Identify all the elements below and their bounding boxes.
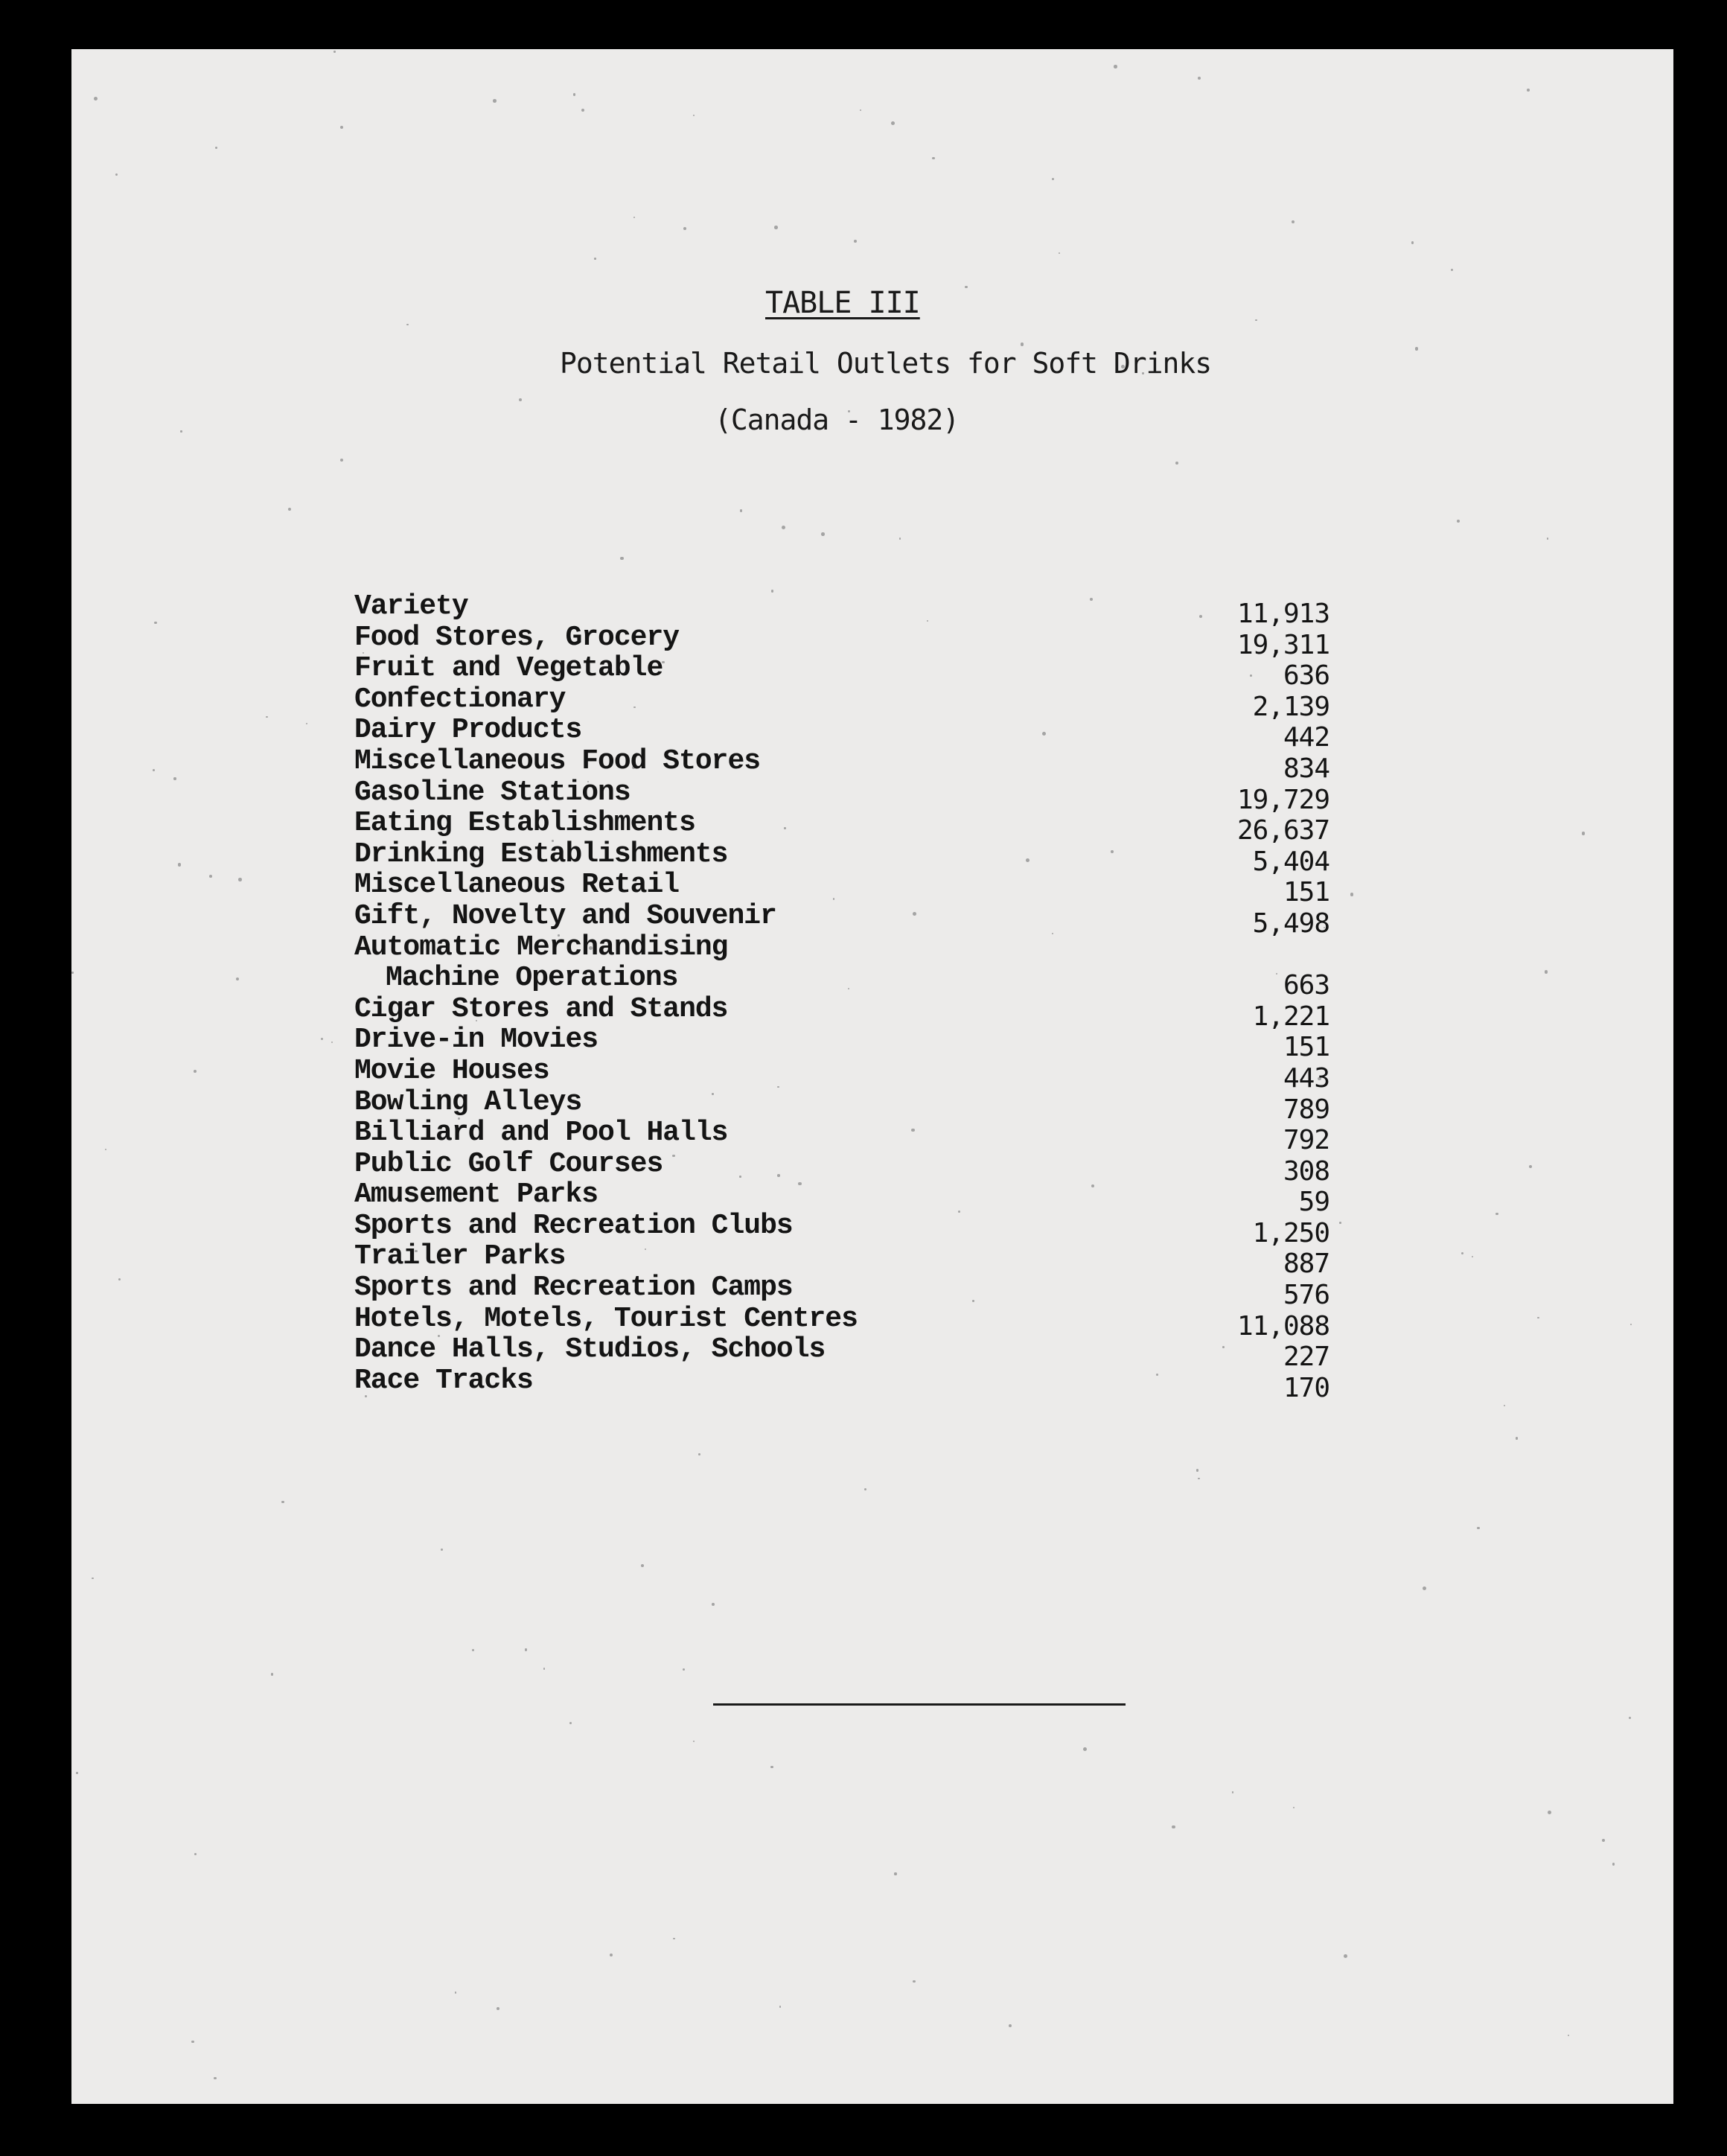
outlet-count-value: 792: [1283, 1125, 1329, 1156]
outlet-type-label: Gift, Novelty and Souvenir: [354, 899, 776, 932]
outlet-count-value: 151: [1283, 877, 1329, 908]
speckle: [525, 1648, 527, 1651]
outlet-count-value: 636: [1283, 660, 1329, 692]
outlet-type-label: Fruit and Vegetable: [354, 652, 663, 685]
table-row: [354, 1333, 1329, 1373]
speckle: [854, 240, 857, 243]
speckle: [1545, 970, 1548, 973]
outlet-type-label: Bowling Alleys: [354, 1085, 582, 1118]
speckle: [594, 258, 596, 259]
outlet-type-label: Gasoline Stations: [354, 776, 631, 808]
speckle: [173, 777, 176, 779]
speckle: [1232, 1791, 1233, 1793]
outlet-count-value: 11,088: [1236, 1310, 1329, 1342]
outlet-count-value: 26,637: [1236, 815, 1329, 846]
table-scope: (Canada - 1982): [715, 404, 960, 436]
speckle: [1504, 1405, 1505, 1406]
speckle: [1461, 1252, 1463, 1254]
table-row: [354, 714, 1329, 753]
table-row: [354, 621, 1329, 660]
speckle: [1344, 1954, 1347, 1958]
speckle: [913, 1980, 916, 1983]
speckle: [573, 93, 576, 96]
speckle: [1052, 178, 1054, 180]
speckle: [153, 769, 155, 771]
speckle: [1472, 1256, 1473, 1257]
table-row: [354, 1024, 1329, 1063]
speckle: [340, 126, 343, 129]
speckle: [215, 147, 217, 149]
outlet-type-label: Eating Establishments: [354, 807, 695, 840]
speckle: [770, 1766, 773, 1768]
speckle: [1350, 893, 1354, 896]
outlet-count-value: 19,729: [1236, 784, 1329, 815]
table-row: [354, 899, 1329, 939]
speckle: [178, 863, 181, 866]
outlet-table: [354, 590, 1329, 1403]
speckle: [493, 99, 497, 103]
outlet-count-value: 576: [1283, 1280, 1329, 1311]
speckle: [774, 226, 778, 229]
outlet-type-label: Automatic Merchandising: [354, 931, 728, 963]
outlet-count-value: 59: [1298, 1187, 1329, 1218]
speckle: [693, 1741, 695, 1742]
table-title: TABLE III: [765, 286, 920, 320]
speckle: [821, 532, 825, 536]
speckle: [965, 286, 967, 288]
speckle: [610, 1954, 613, 1956]
speckle: [455, 1991, 457, 1994]
speckle: [712, 1603, 715, 1606]
speckle: [543, 1668, 546, 1670]
outlet-count-value: 834: [1283, 753, 1329, 784]
speckle: [693, 115, 695, 117]
speckle: [581, 109, 584, 112]
outlet-type-label: Miscellaneous Retail: [354, 869, 680, 902]
speckle: [180, 430, 182, 432]
speckle: [321, 1038, 323, 1040]
outlet-count-value: 443: [1283, 1062, 1329, 1094]
speckle: [1198, 1478, 1199, 1479]
footer-rule: [713, 1703, 1126, 1706]
speckle: [698, 1453, 700, 1455]
outlet-type-label: Food Stores, Grocery: [354, 621, 680, 654]
outlet-count-value: 887: [1283, 1248, 1329, 1280]
speckle: [1495, 1213, 1498, 1215]
speckle: [209, 875, 212, 878]
outlet-count-value: 227: [1283, 1342, 1329, 1373]
outlet-count-value: 170: [1283, 1372, 1329, 1403]
outlet-count-value: 5,404: [1252, 846, 1329, 877]
speckle: [1009, 2024, 1012, 2027]
speckle: [281, 1501, 284, 1504]
speckle: [1293, 1807, 1295, 1809]
outlet-type-label: Movie Houses: [354, 1054, 549, 1087]
outlet-count-value: 1,221: [1252, 1001, 1329, 1032]
table-row: [354, 869, 1329, 908]
speckle: [194, 1070, 197, 1073]
table-row: [354, 1147, 1329, 1187]
speckle: [1172, 1825, 1175, 1829]
speckle: [76, 1772, 78, 1774]
table-row: [354, 1179, 1329, 1218]
table-row: [354, 807, 1329, 846]
speckle: [1083, 1747, 1087, 1751]
outlet-type-label: Machine Operations: [386, 962, 678, 995]
speckle: [340, 459, 343, 462]
speckle: [497, 2007, 499, 2010]
speckle: [864, 1488, 866, 1490]
table-row: [354, 1240, 1329, 1280]
speckle: [271, 1673, 273, 1675]
speckle: [1582, 832, 1586, 835]
table-row: [354, 838, 1329, 877]
speckle: [1114, 65, 1117, 68]
speckle: [1516, 1437, 1518, 1439]
outlet-type-label: Drive-in Movies: [354, 1024, 598, 1056]
speckle: [105, 1149, 106, 1150]
outlet-type-label: Billiard and Pool Halls: [354, 1117, 728, 1149]
speckle: [1457, 520, 1460, 523]
table-row: [354, 683, 1329, 722]
speckle: [406, 324, 408, 325]
outlet-count-value: 2,139: [1252, 691, 1329, 722]
speckle: [1477, 1527, 1479, 1529]
speckle: [1196, 1469, 1199, 1472]
outlet-type-label: Miscellaneous Food Stores: [354, 744, 761, 777]
speckle: [1423, 1586, 1426, 1590]
speckle: [1255, 319, 1257, 322]
speckle: [673, 1938, 674, 1939]
speckle: [331, 1042, 333, 1043]
speckle: [1547, 538, 1548, 539]
speckle: [932, 157, 935, 160]
speckle: [1292, 220, 1295, 223]
speckle: [333, 51, 335, 52]
table-row: [354, 1272, 1329, 1311]
speckle: [236, 977, 239, 980]
speckle: [641, 1564, 644, 1567]
speckle: [1059, 252, 1060, 254]
speckle: [683, 227, 686, 230]
outlet-type-label: Cigar Stores and Stands: [354, 992, 728, 1025]
outlet-count-value: 5,498: [1252, 908, 1329, 939]
speckle: [191, 2041, 194, 2043]
speckle: [214, 2077, 216, 2079]
outlet-count-value: 151: [1283, 1032, 1329, 1063]
table-row: [354, 1117, 1329, 1156]
speckle: [288, 508, 291, 511]
table-row: [354, 932, 1329, 963]
outlet-count-value: 1,250: [1252, 1217, 1329, 1248]
speckle: [1629, 1717, 1631, 1719]
outlet-count-value: 663: [1283, 970, 1329, 1001]
outlet-type-label: Dairy Products: [354, 714, 582, 747]
table-row: [354, 590, 1329, 629]
speckle: [194, 1853, 197, 1855]
speckle: [894, 1872, 896, 1875]
outlet-type-label: Public Golf Courses: [354, 1147, 663, 1180]
speckle: [1602, 1839, 1605, 1842]
speckle: [1548, 1811, 1551, 1814]
table-row: [354, 776, 1329, 815]
outlet-type-label: Hotels, Motels, Tourist Centres: [354, 1302, 858, 1335]
speckle: [94, 97, 98, 101]
outlet-count-value: 789: [1283, 1094, 1329, 1125]
speckle: [519, 398, 522, 401]
table-row: [354, 962, 1329, 1001]
speckle: [1630, 1324, 1632, 1325]
outlet-type-label: Race Tracks: [354, 1364, 533, 1397]
speckle: [1529, 1165, 1532, 1168]
speckle: [306, 723, 307, 724]
table-row: [354, 744, 1329, 784]
table-row: [354, 652, 1329, 692]
outlet-type-label: Confectionary: [354, 683, 566, 715]
speckle: [1537, 1317, 1539, 1318]
speckle: [1612, 1863, 1615, 1865]
outlet-type-label: Sports and Recreation Clubs: [354, 1209, 793, 1242]
outlet-type-label: Drinking Establishments: [354, 838, 728, 870]
speckle: [115, 173, 118, 176]
speckle: [266, 716, 268, 718]
speckle: [118, 1278, 121, 1280]
table-row: [354, 1085, 1329, 1125]
outlet-count-value: 308: [1283, 1155, 1329, 1187]
table-row: [354, 1054, 1329, 1094]
speckle: [569, 1722, 572, 1724]
speckle: [1415, 347, 1418, 350]
speckle: [620, 557, 624, 561]
outlet-count-value: 442: [1283, 722, 1329, 753]
outlet-count-value: 19,311: [1236, 629, 1329, 660]
speckle: [1568, 2035, 1569, 2036]
speckle: [1339, 1222, 1341, 1224]
speckle: [683, 1668, 685, 1671]
table-row: [354, 1209, 1329, 1248]
speckle: [472, 1649, 474, 1651]
speckle: [1175, 462, 1178, 465]
document-page: [71, 49, 1673, 2104]
speckle: [1411, 241, 1414, 243]
table-row: [354, 992, 1329, 1032]
speckle: [860, 109, 861, 111]
speckle: [782, 526, 785, 529]
table-row: [354, 1302, 1329, 1342]
table-row: [354, 1364, 1329, 1403]
speckle: [441, 1549, 443, 1551]
speckle: [238, 878, 242, 881]
outlet-count-value: 11,913: [1236, 599, 1329, 629]
outlet-type-label: Dance Halls, Studios, Schools: [354, 1333, 826, 1366]
speckle: [891, 121, 895, 125]
outlet-type-label: Amusement Parks: [354, 1179, 598, 1211]
speckle: [779, 2006, 781, 2007]
speckle: [1198, 77, 1201, 80]
speckle: [71, 972, 74, 974]
speckle: [154, 622, 156, 624]
speckle: [92, 1578, 93, 1579]
outlet-type-label: Variety: [354, 590, 468, 622]
outlet-type-label: Trailer Parks: [354, 1240, 566, 1273]
speckle: [1451, 269, 1453, 271]
speckle: [1021, 342, 1024, 346]
speckle: [633, 217, 635, 218]
outlet-type-label: Sports and Recreation Camps: [354, 1272, 793, 1304]
speckle: [740, 509, 742, 511]
table-subtitle: Potential Retail Outlets for Soft Drinks: [560, 347, 1212, 380]
speckle: [1527, 89, 1530, 92]
speckle: [899, 538, 901, 539]
